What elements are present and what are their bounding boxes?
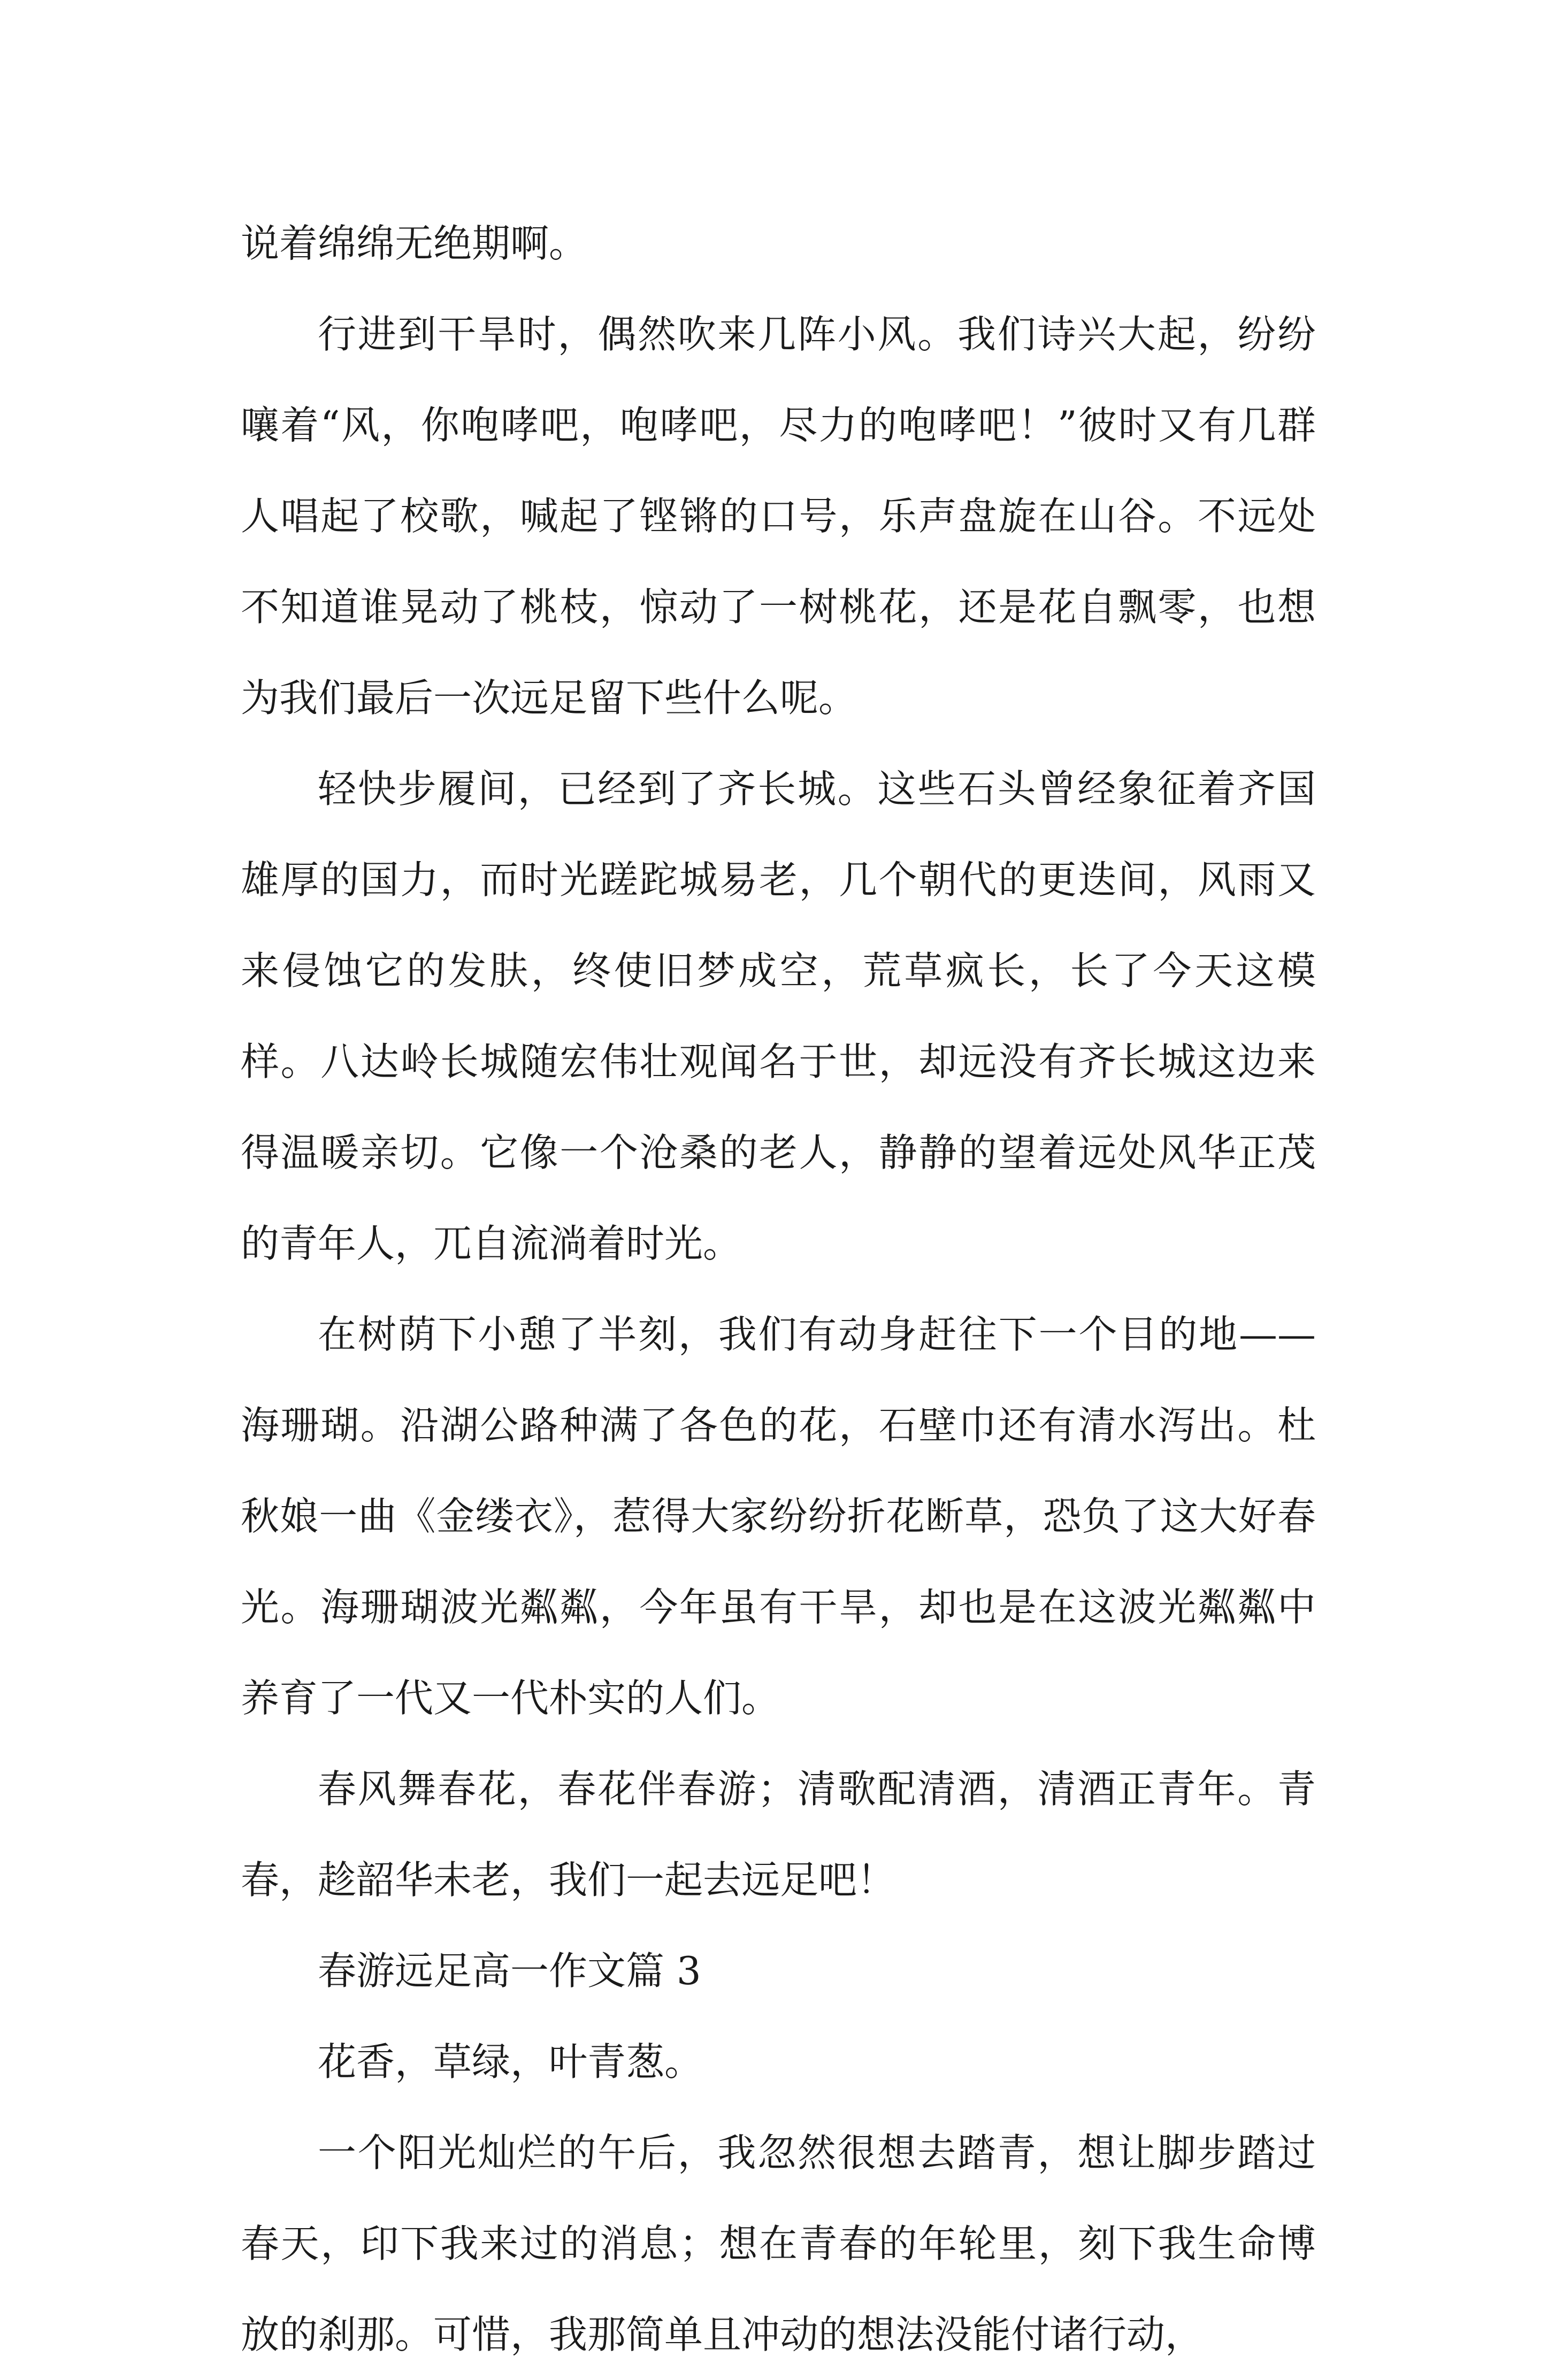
- paragraph: 轻快步履间，已经到了齐长城。这些石头曾经象征着齐国雄厚的国力，而时光蹉跎城易老，几个朝代的更迭间，风雨又来侵蚀它的发肤，终使旧梦成空，荒草疯长，长了今天这模样。八达岭长城随宏伟壮观闻名于世，却远没有齐长城这边来得温暖亲切。它像一个沧桑的老人，静静的望着远处风华正茂的青年人，兀自流淌着时光。: [241, 766, 1316, 1266]
- paragraph: 春风舞春花，春花伴春游；清歌配清酒，清酒正青年。青春，趁韶华未老，我们一起去远足吧！: [241, 1767, 1316, 1902]
- paragraph-continuation: 说着绵绵无绝期啊。: [241, 221, 588, 266]
- paragraph: 一个阳光灿烂的午后，我忽然很想去踏青，想让脚步踏过春天，印下我来过的消息；想在青春的年轮里，刻下我生命博放的刹那。可惜，我那简单且冲动的想法没能付诸行动，: [241, 2130, 1316, 2357]
- document-body: [241, 198, 1316, 2380]
- paragraph: 花香，草绿，叶青葱。: [318, 2039, 703, 2084]
- section-heading: 春游远足高一作文篇 3: [318, 1948, 701, 1993]
- paragraph: 行进到干旱时，偶然吹来几阵小风。我们诗兴大起，纷纷嚷着“风，你咆哮吧，咆哮吧，尽力的咆哮吧！”彼时又有几群人唱起了校歌，喊起了铿锵的口号，乐声盘旋在山谷。不远处不知道谁晃动了桃枝，惊动了一树桃花，还是花自飘零，也想为我们最后一次远足留下些什么呢。: [241, 312, 1316, 720]
- paragraph: 在树荫下小憩了半刻，我们有动身赶往下一个目的地——海珊瑚。沿湖公路种满了各色的花，石壁巾还有清水泻出。杜秋娘一曲《金缕衣》，惹得大家纷纷折花断草，恐负了这大好春光。海珊瑚波光粼粼，今年虽有干旱，却也是在这波光粼粼中养育了一代又一代朴实的人们。: [241, 1312, 1316, 1721]
